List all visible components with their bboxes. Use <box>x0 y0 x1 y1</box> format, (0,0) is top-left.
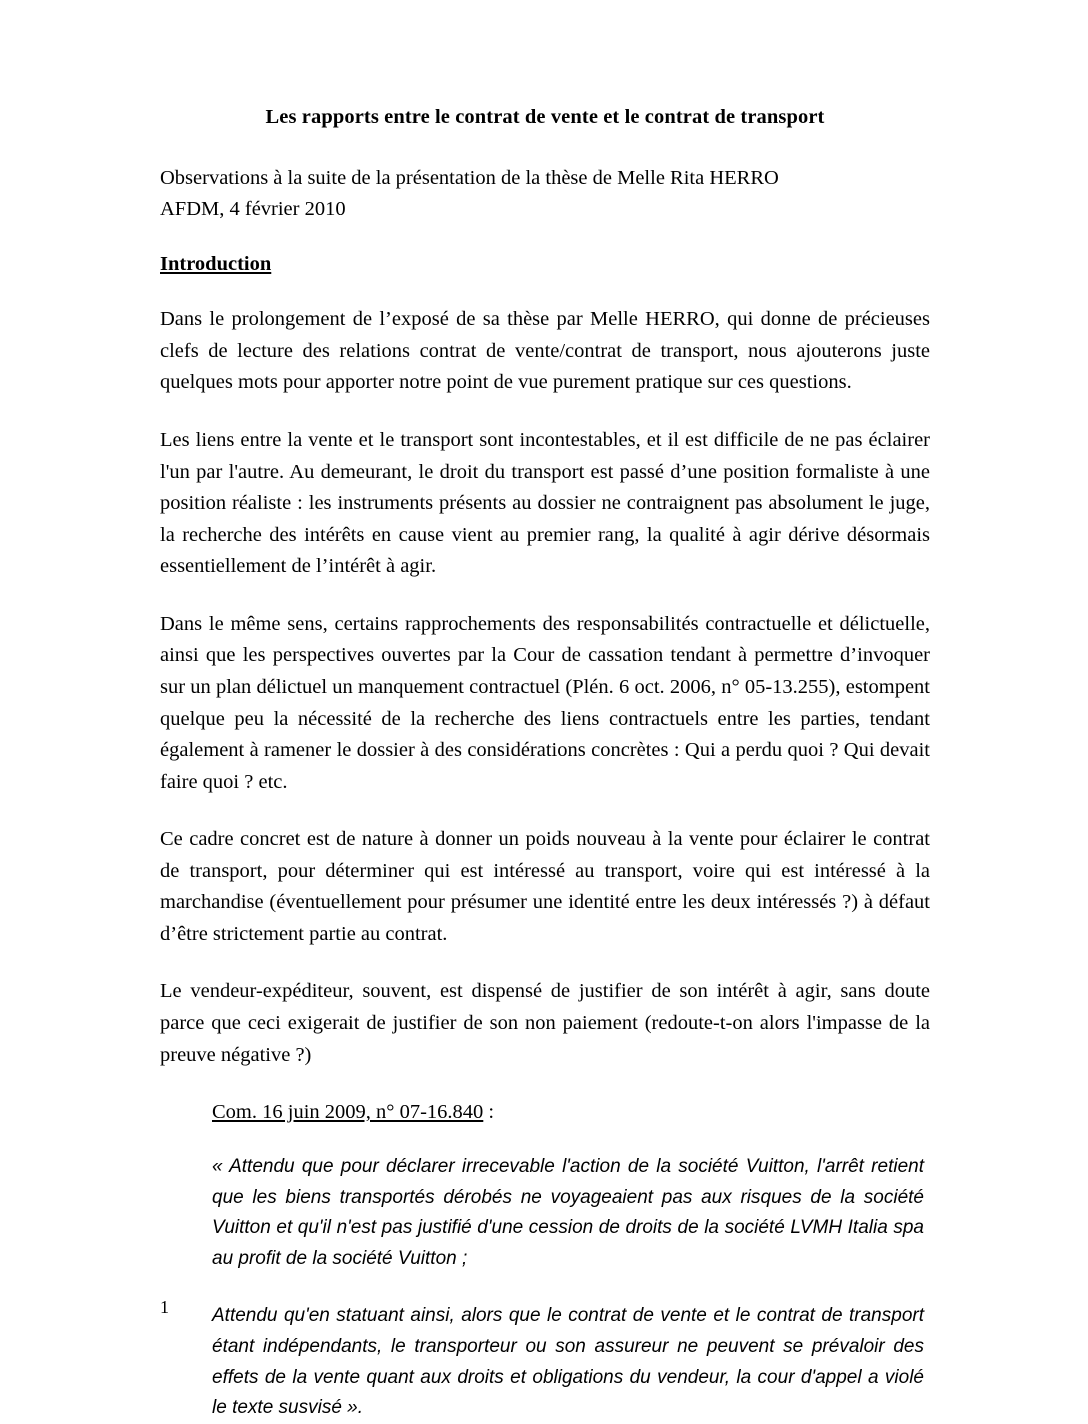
quote-paragraph-1: « Attendu que pour déclarer irrecevable l'action de la société Vuitton, l'arrêt retient que les biens transportés dérobés ne voyageaient pas aux risques de la société Vuitton et qu'il n'est pas justifié d'une cession de droits de la société LVMH Italia spa au profit de la société Vuitton ; <box>212 1155 924 1270</box>
section-heading-introduction <box>160 253 930 276</box>
document-content <box>160 104 930 1424</box>
section-heading-label: Introduction <box>160 253 272 276</box>
body-paragraph-3: Dans le même sens, certains rapprochements des responsabilités contractuelle et délictuelle, ainsi que les perspectives ouvertes par la Cour de cassation tendant à permettre d’invoquer sur un plan délictuel un manquement contractuel (Plén. 6 oct. 2006, n° 05-13.255), estompent quelque peu la nécessité de la recherche des liens contractuels entre les parties, tendant également à ramener le dossier à des considérations concrètes : Qui a perdu quoi ? Qui devait faire quoi ? etc. <box>160 612 930 793</box>
case-citation-reference: Com. 16 juin 2009, n° 07-16.840 <box>212 1101 484 1124</box>
body-paragraph-4: Ce cadre concret est de nature à donner un poids nouveau à la vente pour éclairer le contrat de transport, pour déterminer qui est intéressé au transport, voire qui est intéressé à la marchandise (éventuellement pour présumer une identité entre les deux intéressés ?) à défaut d’être strictement partie au contrat. <box>160 828 930 945</box>
quote-paragraph-2: Attendu qu'en statuant ainsi, alors que le contrat de vente et le contrat de transport étant indépendants, le transporteur ou son assureur ne peuvent se prévaloir des effets de la vente quant aux droits et obligations du vendeur, la cour d'appel a violé le texte susvisé ». <box>212 1304 924 1419</box>
body-paragraph-5: Le vendeur-expéditeur, souvent, est dispensé de justifier de son intérêt à agir, sans doute parce que ceci exigerait de justifier de son non paiement (redoute-t-on alors l'impasse de la preuve négative ?) <box>160 980 930 1066</box>
subtitle-line-1: Observations à la suite de la présentation de la thèse de Melle Rita HERRO <box>160 167 779 190</box>
quoted-judgment-block <box>212 1152 924 1424</box>
case-citation-colon: : <box>483 1101 495 1124</box>
document-subtitle <box>160 163 930 225</box>
case-citation <box>212 1097 930 1128</box>
subtitle-line-2: AFDM, 4 février 2010 <box>160 198 346 221</box>
page-title: Les rapports entre le contrat de vente et le contrat de transport <box>265 106 825 128</box>
body-paragraph-1: Dans le prolongement de l’exposé de sa thèse par Melle HERRO, qui donne de précieuses clefs de lecture des relations contrat de vente/contrat de transport, nous ajouterons juste quelques mots pour apporter notre point de vue purement pratique sur ces questions. <box>160 308 930 394</box>
body-paragraph-2: Les liens entre la vente et le transport sont incontestables, et il est difficile de ne pas éclairer l'un par l'autre. Au demeurant, le droit du transport est passé d’une position formaliste à une position réaliste : les instruments présents au dossier ne contraignent pas absolument le juge, la recherche des intérêts en cause vient au premier rang, la qualité à agir dérive désormais essentiellement de l’intérêt à agir. <box>160 429 930 578</box>
page-number: 1 <box>160 1297 169 1317</box>
